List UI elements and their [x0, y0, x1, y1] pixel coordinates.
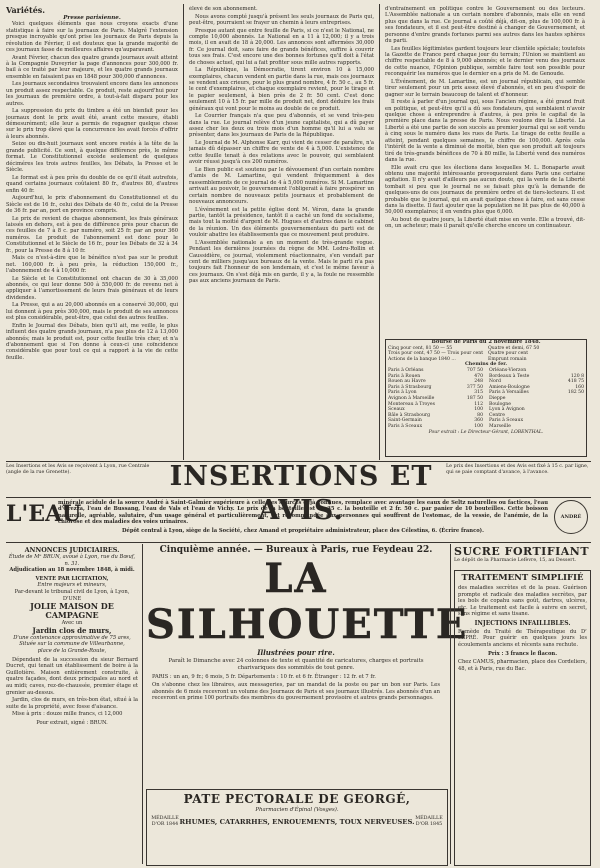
bourse-row: Quatre pour cent: [488, 351, 529, 357]
paragraph: La Presse, qui a au 20,000 abonnés en a conservé 30,000, qui lui donnent à peu près 300,000, mais le produit de ses annonces est plus considérable, peut-être, que celui des autres feuilles.: [6, 302, 178, 322]
section-divider: [6, 542, 591, 543]
eau-seal: [554, 500, 588, 534]
rail-row: Paris à Sceaux 100: [388, 423, 483, 429]
silhouette-subtitle: Illustrées pour rire.: [257, 648, 335, 657]
column-divider: [142, 544, 143, 864]
injections-body: Remède du Traité de Thérapeutique du Dʳ LEPRÉ. Pour guérir en quelques jours les écoulements anciens et récents sans rechute.: [458, 628, 587, 648]
annonces-avec: Avec un: [61, 620, 83, 627]
paragraph: Les feuilles légitimistes gardent toujours leur clientèle spéciale; toutefois la Gazette de France perd chaque jour du terrain; l'Union se maintient au chiffre respectable de 8 à 9,000 abonnés; et le dernier venu des journaux de cette nuance, l'Opinion publique, semble faire tout son possible pour reconquérir les numéros que le dernier en a pris de M. de Genoude.: [385, 45, 585, 78]
rail-row: Sceaux 100: [388, 407, 483, 413]
eau-depot: Dépôt central à Lyon, siège de la Société, chez Amand et propriétaire administrateur, place des Célestins, 6. (Écrire franco).: [122, 528, 484, 534]
medal-right: MÉDAILLE D'OR 1845: [415, 816, 443, 827]
rails-left-list: [388, 368, 483, 430]
annonces-d-maison: D'UNE: [62, 595, 82, 602]
paragraph: Le prix de revient de chaque abonnement, les frais généraux laissés en dehors, est à peu de différence près pour chacun de ces feuilles de 7 à 8 c. par numéro, soit 25 fr. par an pour 360 numéros. Le produit de l'abonnement est donc pour le Constitutionnel et le Siècle de 16 fr., pour les Débats de 32 à 34 fr., pour la Presse de 8 à 10 fr.: [6, 215, 178, 254]
rail-row: Paris à Orléans 707 50: [388, 367, 483, 373]
eau-prefix: L'EAU: [6, 501, 82, 527]
bourse-footer: Pour extrait : Le Directeur-Gérant, LOBENTHAL.: [428, 429, 544, 435]
rail-row: Boulogne: [489, 401, 511, 407]
rail-row: Dieppe: [489, 395, 506, 401]
varietes-column-1: [6, 6, 178, 458]
rail-row: Amiens-Boulogne 160: [489, 384, 584, 390]
rail-row: Nord 418 75: [489, 379, 584, 385]
paragraph: Le Bien public est soutenu par le dévouement d'un certain nombre d'amis de M. Lamartine, qui vendent fréquemment à des rassemblements de ce journal de 4 à 5,000 numéros. Si M. Lamartine arrivait au pouvoir, le gouvernement l'obligerait à faire prospérer un certain nombre de nouveaux petits journaux et probablement de nouveaux annonceurs.: [189, 166, 374, 205]
rail-row: Paris à Rouen 470: [388, 373, 483, 379]
bourse-title: Bourse de Paris du 2 novembre 1848.: [431, 339, 541, 345]
section-divider: [6, 497, 591, 498]
paragraph: élevé de son abonnement.: [189, 6, 258, 12]
paragraph: Il reste à parler d'un journal qui, sous l'ancien régime, a été grand fruit en politique, et peut-être qu'il a dû ses fondateurs, qui semblaient n'avoir quelque chose à entreprendre à d'autres, à peu près le capital de la première place dans la presse de Paris. Nous voulons dire la Liberté. La Liberté a été une partie de son succès au premier journal qui se soit vendu à cinq sous le numéro dans les rues de Paris. Le tirage de cette feuille a atteint, pendant quelques semaines, le chiffre de 100,000. Après cela l'intérêt de la vente a diminué de moitié, bien que son produit ait toujours tiré de très-grands bénéfices de 70 à 80 mille, la Liberté vend des numéros dans la rue.: [385, 99, 585, 163]
annonces-devant: Par-devant le tribunal civil de Lyon, à Lyon,: [14, 588, 130, 595]
annonces-contenance: D'une contenance approximative de 75 ares,: [13, 634, 131, 641]
pate-pharm: Pharmacien d'Épinal (Vosges).: [255, 807, 339, 813]
paragraph: Au bout de quatre jours, la Liberté était mise en vente. Elle a trouvé, dit-on, un acheteur; mais il paraît qu'elle cherche encore un continuateur.: [385, 216, 585, 230]
newspaper-page: [6, 4, 591, 864]
column-divider: [450, 544, 451, 864]
rail-row: Paris à Lyon 315: [388, 390, 483, 396]
paragraph: La République, la Démocratie, tirent environ 10 à 15,000 exemplaires, chacun vendent en partie dans la rue, mais ces journaux se vendent aux crieurs, pour le plus grand nombre, 4 fr. 50 c., au 5 fr. le cent d'exemplaires, et chaque exemplaire revient, pour le tirage et le papier seulement, à bien près de 2 fr. 50 cent. C'est donc seulement 10 à 15 fr. par mille de produit net, dont déduire les frais généraux qui vont pour le moins au double de ce produit.: [189, 67, 374, 112]
paragraph: La suppression du prix du timbre a été un bienfait pour les journaux dont le prix avait été, avant cette mesure, établi démesurément; elle leur a permis de regagner quelque chose sur le prix trop élevé que la concurrence les avait forcés d'offrir à leurs abonnés.: [6, 108, 178, 140]
annonces-title: ANNONCES JUDICIAIRES.: [24, 546, 120, 554]
rail-row: Centre: [489, 412, 505, 418]
rail-row: Marseille: [489, 423, 511, 429]
silhouette-body: Paraît le Dimanche avec 24 colonnes de texte et quantité de caricatures, charges et portraits charivariques des sommités de tout genre.: [168, 658, 424, 671]
paragraph: d'entraînement en politique contre le Gouvernement ou des lecteurs. L'Assemblée nationale a un certain nombre d'abonnés, mais elle en vend plus que dans la rue. Ce journal a coûté déjà, dit-on, plus de 100,000 fr. à ses fondateurs, et il est peut-être destiné à changer de Gouvernement, et personne d'entre grands fortunes parmi ses autres dans les hautes sphères du parti.: [385, 6, 585, 45]
annonces-mise: Mise à prix : douze mille francs, ci 12,000: [12, 711, 123, 718]
annonces-jardin-desc: Jardin, clos de murs, en très-bon état, situé à la suite de la propriété, avec fosse d'aisance.: [6, 697, 138, 710]
rail-row: Paris à Versailles 182 50: [489, 390, 584, 396]
bourse-row: Emprunt romain: [488, 356, 527, 362]
annonces-maison: JOLIE MAISON DE CAMPAGNE: [30, 601, 114, 621]
bourse-table: [385, 339, 587, 457]
bourse-row: Actions de la banque 1840 ...: [388, 356, 456, 362]
rail-row: Bordeaux à Teste 120 8: [489, 373, 584, 379]
paragraph: Seize ou dix-huit journaux sont encore restés à la tête de la grande publicité. Ce sont, à quelque différence près, le même format. Le Constitutionnel excède seulement de quelques déciméres les trois autres feuilles, les Débats, la Presse et le Siècle.: [6, 141, 178, 174]
paragraph: Avant Février, chacun des quatre grands journaux avait atteint à la Compagnie Duveyrier la page d'annonces pour 300,000 fr. bail à ce traité par leur majeure, et les quatre grands journaux ensemble en faisaient pas en 1848 pour 300,000 d'annonces.: [6, 54, 178, 80]
pate-ad: [146, 789, 448, 866]
annonces-vente: VENTE PAR LICITATION,: [35, 575, 109, 582]
paragraph: L'Assemblée nationale a en un moment de très-grande vogue. Pendant les dernières journées du règne de MM. Ledru-Rollin et Caussidière, ce journal, violemment réactionnaire, s'en vendait par cent de milliers jusqu'aux bureaux de la vente. Mais le parti n'a pas toujours fait l'honneur de son lendemain, et c'est le même faveur à ces journaux. On s'est déjà mis en garde, il y a, la foule ne ressemble pas aux anciens journaux de Paris.: [189, 239, 374, 285]
traitement-depot: Chez CAMUS, pharmacien, place des Cordeliers, 48, et à Paris, rue du Bac.: [458, 658, 587, 672]
column-divider: [183, 4, 184, 460]
varietes-column-2: [189, 6, 374, 458]
bourse-row: Quatre et demi, 67 50: [488, 345, 540, 351]
insertions-notice: Les Insertions et les Avis se reçoivent à Lyon, rue Centrale (angle de la rue Grenette).: [6, 464, 150, 475]
paragraph: Elle avait cru que les élections dans lesquelles M. L. Bonaparte avait obtenu une majorité intéressante provoqueraient dans Paris une certaine agitation. Il n'y avait d'ailleurs pas aucun doute, qui la vente de la Liberté tombait si peu que le journal ne se faisait plus qu'à la demande de quelques-uns de ces journaux de première ordre et de tiers-lecteurs. Il est probable que le journal, qui en avait quelque chose à faire, est sans cesse dans la disette. Il faut ajouter que la population ne lit pas plus de 40,000 à 50,000 exemplaires; il en vendra plus que 6,000.: [385, 164, 585, 216]
paragraph: Presque autant que entre feuille de Paris, si ce n'est le National, ne compte 10,000 abonnés. Le National en a 11 à 12,000; il y a trois mois, il en avait de 18 à 20,000. Les annonces sont affermées 30,000 fr. Ce journal doit, sans faire de grands bénéfices, suffire à couvrir tous ses frais. C'est encore une des bonnes fortunes qu'il doit à l'état de choses actuel, qui lui a fait profiter sous mille autres rapports.: [189, 27, 374, 66]
paragraph: Enfin le Journal des Débats, bien qu'il ait, me veille, le plus influent des quatre grands journaux, n'a pas plus de 12 à 13,000 abonnés; mais le produit est, pour cette feuille très cher, et n'a d'abonnement que si l'on donne à ceux-ci une coïncidence considérable que pour tout ce qui a rapport à la vie de cette feuille.: [6, 322, 178, 361]
annonces-vente-sub: Entre majeurs et mineurs,: [37, 582, 107, 589]
sucre-note: Le dépôt de la Pharmacie Lefèvre, 15, au Dessert.: [454, 558, 577, 563]
medal-left: MÉDAILLE D'OR 1844: [151, 816, 179, 827]
varietes-column-3: [385, 6, 585, 336]
paragraph: Mais ce n'est-à-dire que le bénéfice n'est pas sur le produit net. 160,000 fr. à peu près, la réduction 150,000 fr., l'abonnement de 4 à 10,000 fr.: [6, 255, 178, 274]
silhouette-more: On s'abonne chez les libraires, aux messageries, par un mandat de la poste ou par un bon sur Paris. Les abonnés de 6 mois recevront un volume des Journaux de Paris et ses journaux illustrés. Les abonnés d'un an recevront en prime 100 portraits des membres du gouvernement provisoire et autres grands personnages.: [152, 682, 440, 702]
paragraph: L'Événement, de M. Lamartine, est un journal républicain, qui semble tirer seulement pour un prix assez élevé d'abonnés, et en peu d'espoir de gagner sur le terrain beaucoup de talent et d'honneur.: [385, 78, 585, 98]
rails-right-list: [489, 368, 584, 430]
paragraph: L'événement est la petite église dont M. Véron, dans la grande partie, tantôt la présidence, tantôt il a caché un fond du socialisme, mais tout la moitié d'argent de M. Hugues et d'autres dans le cabinet de la réunion. Un des éléments gouvernementaux du parti est de vouloir abattre les établissements que ce mouvement peut produire.: [189, 206, 374, 239]
varietes-title: Variétés.: [6, 6, 46, 15]
rail-row: Bâle à Strasbourg 80: [388, 412, 483, 418]
rail-row: Paris à Sceaux: [489, 418, 524, 424]
annonces-jardin: Jardin clos de murs,: [32, 625, 112, 635]
paragraph: Voici quelques éléments que nous croyons exacts d'une statistique à faire sur la journaux de Paris. Malgré l'extension presque incroyable qu'ont prise les journaux de Paris depuis la révolution de Février, il est douteux que la grande majorité de ces journaux fasse de meilleures affaires qu'auparavant.: [6, 21, 178, 54]
chemins-heading: Chemins de fer.: [464, 361, 508, 368]
annonces-adjudication: Adjudication au 18 novembre 1848, à midi.: [9, 567, 135, 574]
pate-title: PATE PECTORALE DE GEORGÉ,: [183, 792, 411, 806]
annonces-body: Dépendant de la succession du sieur Bernard Ducret, qui tenait un établissement de boire à la Guillotière. Maison entièrement construite, à quatre façades, dont deux principales au nord et au midi; caves, rez-de-chaussée, premier étage et grenier au-dessus.: [6, 656, 138, 696]
silhouette-ad: [146, 545, 469, 755]
silhouette-year: Cinquième année. — Bureaux à Paris, rue Feydeau 22.: [159, 545, 433, 555]
traitement-ad: [454, 570, 591, 866]
annonces-place: place de la Grande-Route,: [37, 647, 107, 654]
silhouette-title: LA SILHOUETTE: [146, 555, 469, 648]
insertions-title: INSERTIONS ET AVIS.: [169, 461, 433, 526]
annonces-extrait: Pour extrait, signé : BRUN.: [36, 719, 108, 726]
bourse-row: Trois pour cent, 47 50 — Trois pour cent: [388, 351, 484, 357]
traitement-prix: Prix : 3 francs le flacon.: [487, 651, 558, 658]
annonces-column: [6, 546, 138, 864]
paragraph: Nous avons compté jusqu'à présent les seuls journaux de Paris qui, peut-être, pourraient se frayer un chemin à leurs entreprises.: [189, 13, 374, 26]
insertions-price-note: Le prix des Insertions et des Avis est fixé à 15 c. par ligne, qui se paie comptant d'avance, à l'avance.: [446, 464, 589, 475]
paragraph: Le Courrier français n'a que peu d'abonnés, et se vend très-peu dans la rue. Le journal relève d'un jeune capitaliste, qui a dû payer assez cher les deux ou trois mois d'un homme qu'il lui a valu se présenter, dans les journaux de Paris de la République.: [189, 113, 374, 139]
traitement-body: des maladies secrètes et de la peau. Guérison prompte et radicale des maladies secrètes, par les bols de copahu sans goût, dartres, ulcères, etc. Le traitement est facile à suivre en secret, sans régime et sans tisane.: [458, 585, 587, 618]
annonces-etude: Étude de Mᵉ BRUN, avoué à Lyon, rue du Bœuf, n. 31.: [8, 554, 136, 567]
rail-row: Paris à Strasbourg 377 50: [388, 384, 483, 390]
sucre-title: SUCRE FORTIFIANT: [454, 545, 590, 558]
rail-row: Saint-Germain 360: [388, 418, 483, 424]
rail-row: Avignon à Marseille 187 50: [388, 395, 483, 401]
sucre-ad: [454, 545, 591, 567]
silhouette-prix: PARIS : un an, 9 fr.; 6 mois, 5 fr. Départements : 10 fr. et 6 fr. Étranger : 12 fr. et 7 fr.: [152, 673, 376, 680]
rail-row: Montereau à Troyes 112: [388, 401, 483, 407]
pate-line: RHUMES, CATARRHES, ENROUEMENTS, TOUX NERVEUSES.: [179, 818, 415, 826]
seal-label: ANDRÉ: [560, 514, 582, 520]
rail-row: Lyon à Avignon: [489, 407, 525, 413]
paragraph: Les journaux secondaires trouvaient encore dans les annonces un produit assez respectable. Ce produit, reste aujourd'hui pour les journaux de première ordre, à tout-à-fait disparu pour les autres.: [6, 81, 178, 107]
eau-text: minérale acidule de la source André à Saint-Galmier supérieure à celle des sources déjà connues, remplace avec avantage les eaux de Seltz naturelles ou factices, l'eau d'Orezza, l'eau de Bussang, l'eau de Vals et l'eau de Vichy. Le prix de la bouteille est de 35 c. la bouteille et 2 fr. 50 c. par panier de 10 bouteilles. Cette boisson naturelle, agréable, salutaire, d'un usage général et particulièrement, est recommandée aux personnes qui souffrent de l'estomac, de la vessie, de l'anémie, de la chlorose et des maladies des voies urinaires.: [58, 500, 548, 526]
annonces-situe: Située sur la commune de Villeurbanne,: [19, 641, 125, 648]
varietes-subtitle: Presse parisienne.: [63, 15, 121, 21]
column-divider: [379, 4, 380, 460]
paragraph: Le format est à peu près du double de ce qu'il était autrefois, quand certains journaux coûtaient 80 fr., d'autres 80, d'autres enfin 40 fr.: [6, 174, 178, 194]
rail-row: Rouen au Havre 248: [388, 379, 483, 385]
paragraph: Aujourd'hui, le prix d'abonnement du Constitutionnel et du Siècle est de 16 fr., celui des Débats de 40 fr., celui de la Presse de 36 fr. par an, port en province compris.: [6, 195, 178, 214]
paragraph: Le Siècle et le Constitutionnel ont chacun de 30 à 35,000 abonnés, ce qui leur donne 500 à 550,000 fr. de revenu net à appliquer à l'amortissement de leurs frais généraux et de leurs dividendes.: [6, 275, 178, 301]
traitement-title: TRAITEMENT SIMPLIFIÉ: [461, 573, 584, 583]
injections-title: INJECTIONS INFAILLIBLES.: [474, 619, 571, 627]
rail-row: Orléans-Vierzon: [489, 367, 527, 373]
paragraph: Le Journal de M. Alphonse Karr, qui vient de cesser de paraître, n'a jamais dû dépasser un chiffre de vente de 4 à 5,000. L'existence de cette feuille tenait à des relations avec le pouvoir, qui semblaient avoir réussi jusqu'à ces 200 numéros.: [189, 140, 374, 166]
bourse-row: Cinq pour cent, 81 50 — 55: [388, 345, 453, 351]
